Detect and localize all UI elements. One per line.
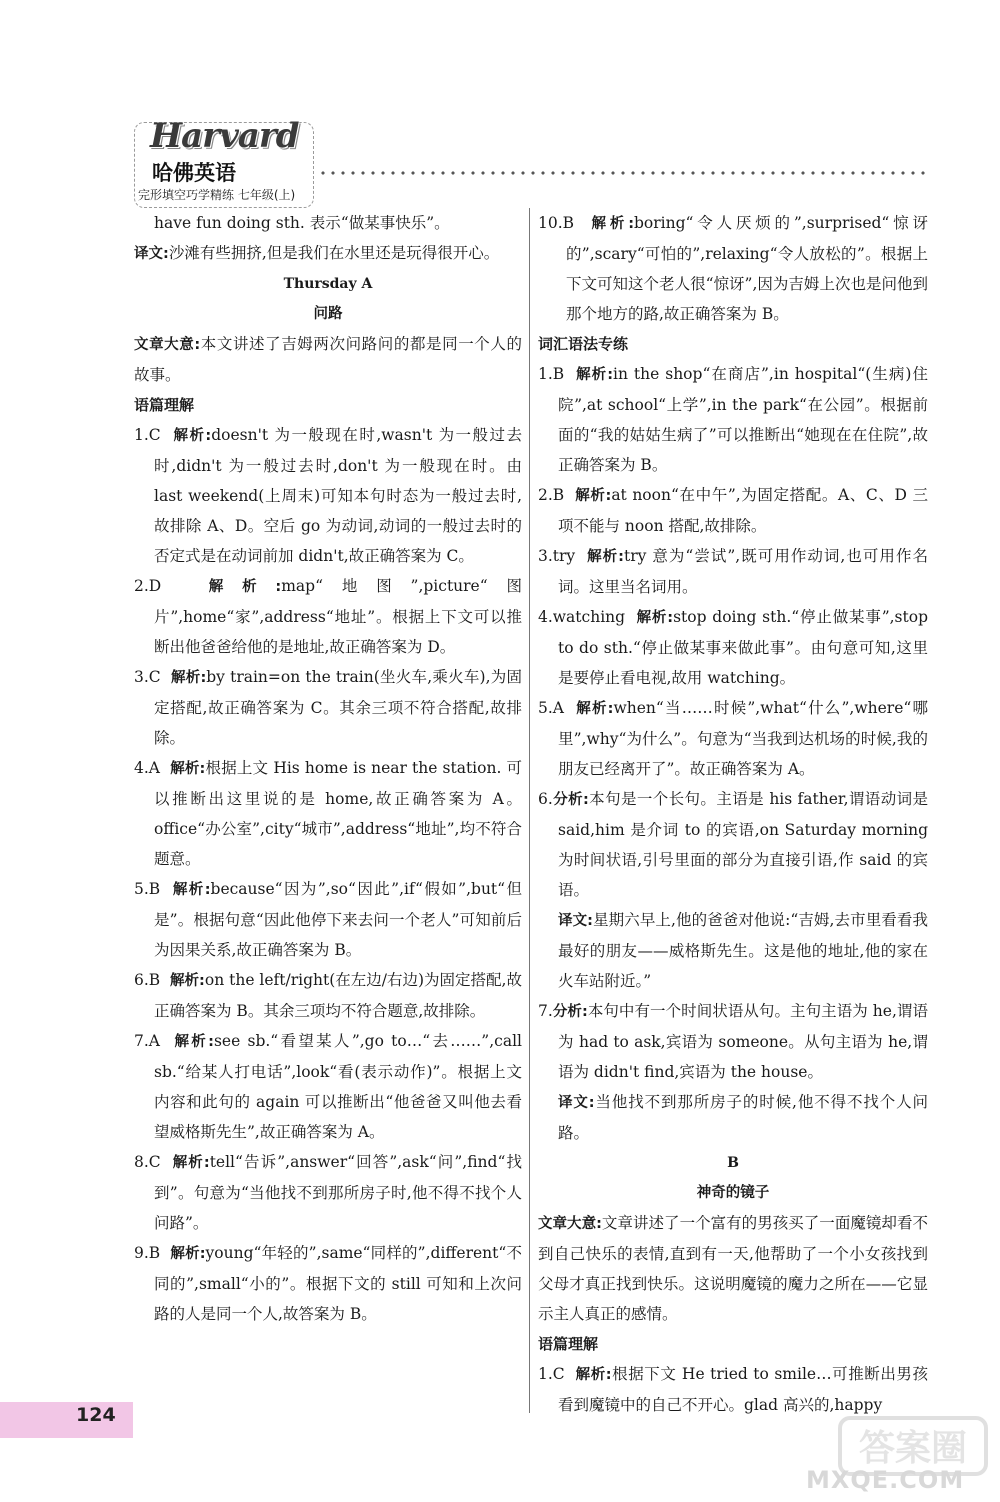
item-label: 解析:	[170, 1246, 206, 1262]
translation-label: 译文:	[134, 246, 169, 262]
item-label: 分析:	[552, 1004, 588, 1020]
item-number: 2.B	[538, 486, 565, 504]
item-text: when“当……时候”,what“什么”,where“哪里”,why“为什么”。句意为“当我到达机场的时候,我的朋友已经离开了”。故正确答案为 A。	[558, 699, 928, 778]
answer-item	[134, 874, 522, 965]
left-column	[134, 208, 522, 1329]
answer-item	[134, 571, 522, 662]
item-label: 解析:	[591, 216, 634, 232]
translation-text: 沙滩有些拥挤,但是我们在水里还是玩得很开心。	[168, 244, 500, 262]
summary-text: 文章讲述了一个富有的男孩买了一面魔镜却看不到自己快乐的表情,直到有一天,他帮助了一个小女孩找到父母才真正找到快乐。这说明魔镜的魔力之所在——它显示主人真正的感情。	[538, 1214, 928, 1323]
item-text: 根据下文 He tried to smile…可推断出男孩看到魔镜中的自己不开心。glad 高兴的,happy	[558, 1365, 928, 1414]
item-label: 解析:	[575, 1367, 612, 1383]
item-text: on the left/right(在左边/右边)为固定搭配,故正确答案为 B。其余三项均不符合题意,故排除。	[154, 971, 522, 1020]
item-number: 7.	[538, 1002, 553, 1020]
item-label: 解析:	[575, 488, 612, 504]
item-text: boring“令人厌烦的”,surprised“惊讶的”,scary“可怕的”,relaxing“令人放松的”。根据上下文可知这个老人很“惊讶”,因为吉姆上次也是问他到那个地方的路,故正确答案为 B。	[566, 214, 928, 323]
item-number: 1.B	[538, 365, 565, 383]
item-label: 解析:	[172, 1155, 210, 1171]
item-label: 解析:	[174, 1034, 214, 1050]
summary	[134, 329, 522, 390]
item-text: because“因为”,so“因此”,if“假如”,but“但是”。根据句意“因此他停下来去问一个老人”可知前后为因果关系,故正确答案为 B。	[154, 880, 522, 959]
item-number: 6.	[538, 790, 553, 808]
page-number: 124	[76, 1404, 116, 1426]
item-number: 2.D	[134, 577, 162, 595]
item-number: 3.try	[538, 547, 576, 565]
right-column	[538, 208, 928, 1420]
answer-item	[134, 1238, 522, 1329]
item-text: map“地图”,picture“图片”,home“家”,address“地址”。根据上下文可以推断出他爸爸给他的是地址,故正确答案为 D。	[154, 577, 522, 656]
vocab-item	[538, 359, 928, 480]
vocab-item	[538, 541, 928, 602]
column-divider	[529, 208, 530, 1413]
vocab-item	[538, 996, 928, 1087]
intro-line: have fun doing sth. 表示“做某事快乐”。	[154, 214, 450, 232]
summary-label: 文章大意:	[538, 1216, 602, 1232]
item-label: 分析:	[552, 792, 589, 808]
item-label: 解析:	[173, 428, 212, 444]
summary-b	[538, 1208, 928, 1329]
reading-heading: 语篇理解	[134, 396, 195, 414]
vocab-item	[538, 784, 928, 905]
section-b-title: B	[727, 1155, 739, 1171]
item-text: 本句中有一个时间状语从句。主句主语为 he,谓语为 had to ask,宾语为 someone。从句主语为 he,谓语为 didn't find,宾语为 the house。	[558, 1002, 928, 1081]
answer-item	[134, 1147, 522, 1238]
section-title: Thursday A	[283, 276, 373, 292]
item-label: 解析:	[208, 579, 282, 595]
answer-item	[134, 420, 522, 571]
item-text: see sb.“看望某人”,go to…“去……”,call sb.“给某人打电话”,look“看(表示动作)”。根据上文内容和此句的 again 可以推断出“他爸爸又叫他去看望威格斯先生”,故正确答案为 A。	[154, 1032, 522, 1141]
header-dotted-rule	[318, 170, 930, 176]
intro-translation	[134, 238, 522, 269]
answer-item	[134, 1026, 522, 1147]
item-number: 5.A	[538, 699, 564, 717]
vocab-heading: 词汇语法专练	[538, 335, 629, 353]
book-subtitle: 完形填空巧学精练 七年级(上)	[138, 188, 296, 202]
item-label: 解析:	[170, 670, 207, 686]
item-number: 8.C	[134, 1153, 161, 1171]
item-label: 解析:	[587, 549, 624, 565]
item-number: 7.A	[134, 1032, 160, 1050]
item-number: 1.C	[538, 1365, 565, 1383]
answer-item	[134, 965, 522, 1026]
item-label: 解析:	[172, 882, 211, 898]
vocab-translation	[538, 1087, 928, 1148]
item-number: 6.B	[134, 971, 161, 989]
item-label: 解析:	[576, 367, 613, 383]
translation-text: 当他找不到那所房子的时候,他不得不找个人问路。	[558, 1093, 928, 1142]
summary-text: 本文讲述了吉姆两次问路问的都是同一个人的故事。	[134, 335, 522, 384]
item-text: in the shop“在商店”,in hospital“(生病)住院”,at school“上学”,in the park“在公园”。根据前面的“我的姑姑生病了”可以推断出“她现在在住院”,故正确答案为 B。	[558, 365, 928, 474]
reading-heading-b: 语篇理解	[538, 1335, 599, 1353]
passage-b-title: 神奇的镜子	[696, 1185, 770, 1201]
item-text: 本句是一个长句。主语是 his father,谓语动词是 said,him 是介词 to 的宾语,on Saturday morning 为时间状语,引号里面的部分为直接引语,作 said 的宾语。	[558, 790, 928, 899]
watermark-logo-text: 答案圈	[858, 1428, 968, 1469]
answer-item	[134, 662, 522, 753]
item-label: 解析:	[576, 701, 614, 717]
passage-title: 问路	[313, 306, 343, 322]
item-number: 1.C	[134, 426, 161, 444]
item-text: tell“告诉”,answer“回答”,ask“问”,find“找到”。句意为“当他找不到那所房子时,他不得不找个人问路”。	[154, 1153, 522, 1232]
vocab-translation	[538, 905, 928, 996]
item-label: 解析:	[636, 610, 674, 626]
summary-label: 文章大意:	[134, 337, 201, 353]
item-number: 4.watching	[538, 608, 626, 626]
answer-item	[538, 208, 928, 329]
vocab-item	[538, 602, 928, 693]
vocab-item	[538, 480, 928, 541]
item-text: stop doing sth.“停止做某事”,stop to do sth.“停止做某事来做此事”。由句意可知,这里是要停止看电视,故用 watching。	[558, 608, 928, 687]
item-number: 5.B	[134, 880, 161, 898]
vocab-item	[538, 693, 928, 784]
item-label: 解析:	[170, 761, 206, 777]
logo-harvard: Harvard	[150, 116, 299, 156]
item-text: at noon“在中午”,为固定搭配。A、C、D 三项不能与 noon 搭配,故排除。	[558, 486, 928, 535]
watermark-url: MXQE.COM	[806, 1466, 965, 1494]
item-number: 9.B	[134, 1244, 161, 1262]
item-text: by train=on the train(坐火车,乘火车),为固定搭配,故正确答案为 C。其余三项不符合搭配,故排除。	[154, 668, 522, 747]
item-number: 3.C	[134, 668, 161, 686]
item-text: doesn't 为一般现在时,wasn't 为一般过去时,didn't 为一般过去时,don't 为一般现在时。由 last weekend(上周末)可知本句时态为一般过去时,故排除 A、D。空后 go 为动词,动词的一般过去时的否定式是在动词前加 didn't,故正确答案为 C。	[154, 426, 522, 565]
item-text: young“年轻的”,same“同样的”,different“不同的”,small“小的”。根据下文的 still 可知和上次问路的人是同一个人,故答案为 B。	[154, 1244, 522, 1323]
item-label: 解析:	[170, 973, 205, 989]
answer-item	[134, 753, 522, 874]
logo-chinese-title: 哈佛英语	[152, 161, 236, 185]
translation-label: 译文:	[558, 913, 593, 929]
translation-label: 译文:	[558, 1095, 595, 1111]
item-text: 根据上文 His home is near the station. 可以推断出这里说的是 home,故正确答案为 A。office“办公室”,city“城市”,address“地址”,均不符合题意。	[154, 759, 522, 868]
item-text: try 意为“尝试”,既可用作动词,也可用作名词。这里当名词用。	[558, 547, 928, 596]
item-number: 10.B	[538, 214, 575, 232]
item-number: 4.A	[134, 759, 160, 777]
translation-text: 星期六早上,他的爸爸对他说:“吉姆,去市里看看我最好的朋友——威格斯先生。这是他的地址,他的家在火车站附近。”	[558, 911, 928, 990]
